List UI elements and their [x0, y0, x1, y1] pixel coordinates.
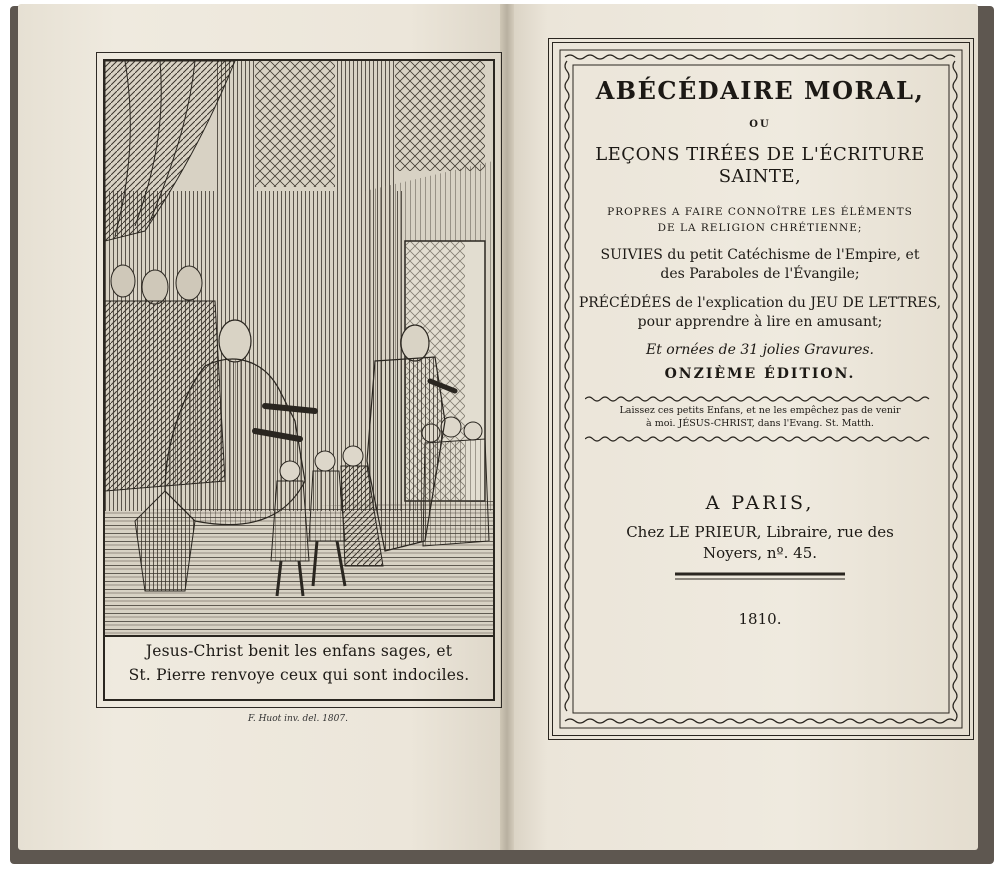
book-subtitle	[556, 144, 964, 188]
frontispiece-frame	[96, 52, 502, 708]
book-title: ABÉCÉDAIRE MORAL,	[595, 76, 925, 105]
wavy-rule-top	[585, 394, 935, 404]
publisher-text	[576, 522, 944, 564]
ornees-text: Et ornées de 31 jolies Gravures.	[645, 342, 874, 358]
subtitle-line-2: SAINTE,	[718, 166, 802, 187]
imprint-city: A PARIS,	[705, 492, 815, 514]
wavy-rule-bottom	[585, 434, 935, 444]
propres-text	[556, 204, 964, 236]
double-rule	[675, 572, 845, 582]
propres-line-2: DE LA RELIGION CHRÉTIENNE;	[657, 222, 863, 234]
subtitle-line-1: LEÇONS TIRÉES DE L'ÉCRITURE	[595, 144, 925, 165]
frontispiece-engraving	[105, 61, 493, 637]
precedees-line-1: PRÉCÉDÉES de l'explication du JEU DE LETTRES,	[578, 295, 942, 311]
suivies-line-2: des Paraboles de l'Évangile;	[660, 266, 860, 282]
engraver-credit: F. Huot inv. del. 1807.	[248, 714, 348, 724]
edition-text: ONZIÈME ÉDITION.	[664, 366, 856, 382]
title-ou: OU	[749, 119, 771, 130]
title-page-text	[556, 70, 964, 628]
quote-line-1: Laissez ces petits Enfans, et ne les empêchez pas de venir	[619, 405, 901, 416]
propres-line-1: PROPRES A FAIRE CONNOÎTRE LES ÉLÉMENTS	[607, 206, 913, 218]
precedees-line-2: pour apprendre à lire en amusant;	[637, 314, 883, 330]
publisher-line-2: Noyers, nº. 45.	[702, 544, 818, 562]
caption-line-1: Jesus-Christ benit les enfans sages, et	[145, 642, 453, 660]
publisher-line-1: Chez LE PRIEUR, Libraire, rue des	[626, 523, 894, 541]
quote-line-2: à moi. JÉSUS-CHRIST, dans l'Evang. St. Matth.	[646, 418, 874, 429]
frontispiece-caption	[105, 639, 493, 687]
scripture-quote	[584, 404, 936, 430]
suivies-text	[556, 246, 964, 284]
publication-year: 1810.	[738, 610, 782, 628]
caption-line-2: St. Pierre renvoye ceux qui sont indociles.	[128, 666, 470, 684]
frontispiece-inner-border	[103, 59, 495, 701]
book-gutter	[500, 4, 514, 850]
precedees-text	[556, 294, 964, 332]
suivies-line-1: SUIVIES du petit Catéchisme de l'Empire, et	[600, 247, 920, 263]
